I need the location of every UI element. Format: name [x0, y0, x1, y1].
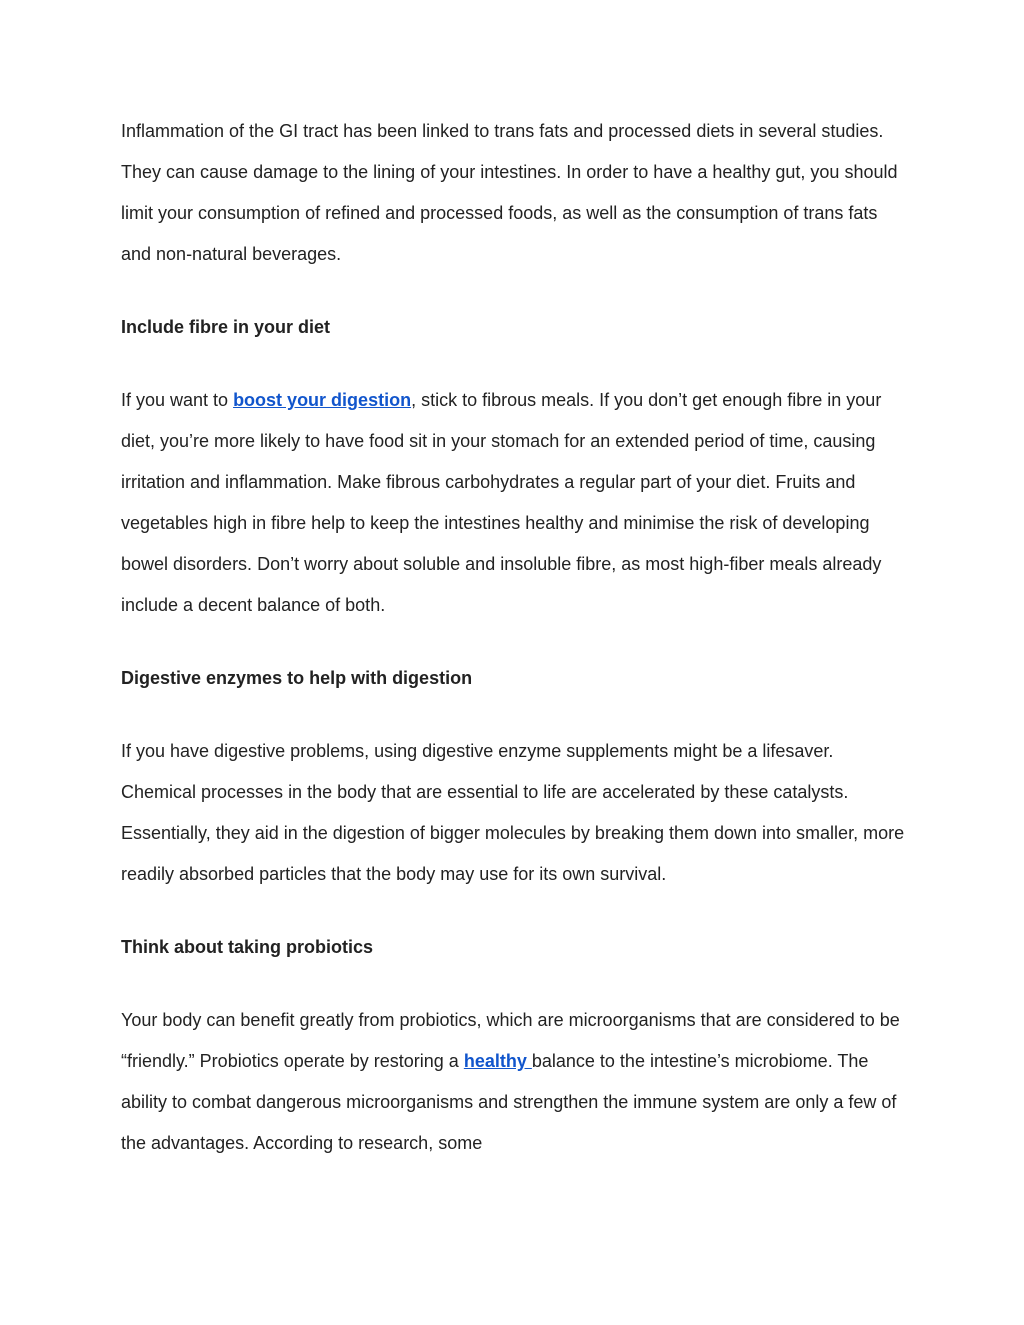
- heading-digestive-enzymes: Digestive enzymes to help with digestion: [121, 668, 473, 688]
- paragraph-fibre-text-end: , stick to fibrous meals. If you don’t get enough fibre in your diet, you’re more likely to have food sit in your stomach for an extended period of time, causing irritation and inflammation. Make fibrous carbohydrates a regular part of your diet. Fruits and vegetables high in fibre help to keep the intestines healthy and minimise the risk of developing bowel disorders. Don’t worry about soluble and insoluble fibre, as most high-fiber meals already include a decent balance of both.: [121, 390, 882, 615]
- boost-your-digestion-link[interactable]: boost your digestion: [233, 390, 412, 410]
- paragraph-spacer: [121, 275, 911, 307]
- paragraph-fibre-text-start: If you want to: [121, 390, 234, 410]
- paragraph-enzymes: If you have digestive problems, using digestive enzyme supplements might be a lifesaver. Chemical processes in the body that are essential to life are accelerated by these catalysts. Essentially, they aid in the digestion of bigger molecules by breaking them down into smaller, more readily absorbed particles that the body may use for its own survival.: [121, 741, 905, 884]
- document-body: [121, 111, 911, 1164]
- paragraph-spacer: [121, 699, 911, 731]
- heading-include-fibre: Include fibre in your diet: [121, 317, 331, 337]
- heading-probiotics: Think about taking probiotics: [121, 937, 373, 957]
- paragraph-trans-fats: Inflammation of the GI tract has been linked to trans fats and processed diets in several studies. They can cause damage to the lining of your intestines. In order to have a healthy gut, you should limit your consumption of refined and processed foods, as well as the consumption of trans fats and non-natural beverages.: [121, 121, 898, 264]
- paragraph-spacer: [121, 348, 911, 380]
- paragraph-fibre: [121, 380, 911, 626]
- paragraph-spacer: [121, 626, 911, 658]
- paragraph-spacer: [121, 895, 911, 927]
- healthy-link[interactable]: healthy: [463, 1051, 532, 1071]
- paragraph-spacer: [121, 968, 911, 1000]
- paragraph-probiotics-text-end: balance to the intestine’s microbiome. The ability to combat dangerous microorganisms and strengthen the immune system are only a few of the advantages. According to research, some: [121, 1051, 897, 1153]
- paragraph-probiotics: [121, 1000, 911, 1164]
- paragraph-probiotics-text-start: Your body can benefit greatly from probiotics, which are microorganisms that are considered to be “friendly.” Probiotics operate by restoring a: [121, 1010, 900, 1071]
